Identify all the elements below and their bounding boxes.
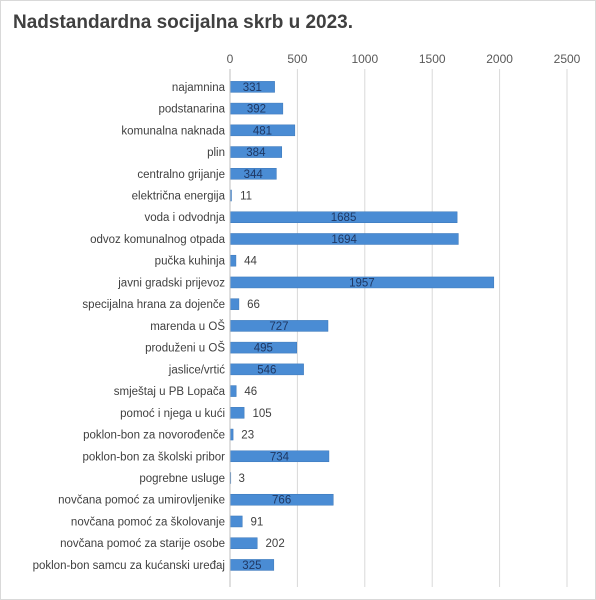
x-tick-label: 1500 [418,52,446,66]
category-label: odvoz komunalnog otpada [90,233,225,246]
data-label: 1685 [330,212,357,225]
data-label: 384 [246,147,266,160]
data-label: 202 [265,538,285,551]
data-label: 766 [272,494,292,507]
x-tick-label: 500 [287,52,308,66]
category-label: produženi u OŠ [145,342,225,355]
category-label: komunalna naknada [121,125,225,138]
bar [230,538,257,549]
data-label: 481 [252,125,273,138]
data-label: 23 [241,429,255,442]
bar [230,407,244,418]
x-tick-label: 0 [226,52,234,66]
bar [230,255,236,266]
category-label: poklon-bon za novorođenče [83,429,225,442]
data-label: 331 [242,81,262,94]
category-label: električna energija [131,190,225,203]
category-label: novčana pomoć za umirovljenike [58,494,225,507]
x-tick-label: 2500 [553,52,581,66]
bar [230,516,242,527]
data-label: 46 [244,386,258,399]
x-tick-label: 1000 [351,52,379,66]
category-label: marenda u OŠ [150,320,225,333]
category-label: poklon-bon samcu za kućanski uređaj [32,559,225,572]
bar [230,299,239,310]
category-label: pogrebne usluge [139,473,225,486]
data-label: 11 [240,190,253,203]
category-label: poklon-bon za školski pribor [82,451,225,464]
data-label: 495 [253,342,273,355]
category-label: voda i odvodnja [144,212,225,225]
x-tick-label: 2000 [486,52,513,66]
data-label: 734 [269,451,290,464]
category-label: novčana pomoć za starije osobe [60,538,225,551]
category-label: specijalna hrana za dojenče [82,299,225,312]
bar [230,386,236,397]
data-label: 1957 [349,277,375,290]
category-label: plin [207,147,225,160]
data-label: 3 [238,473,245,486]
category-label: pomoć i njega u kući [120,407,225,420]
data-label: 392 [246,103,267,116]
data-label: 44 [244,255,257,268]
category-label: javni gradski prijevoz [118,277,225,290]
bar-chart-plot [1,1,595,599]
data-label: 344 [243,168,263,181]
data-label: 91 [250,516,264,529]
chart-title: Nadstandardna socijalna skrb u 2023. [13,12,354,33]
category-label: podstanarina [158,103,225,116]
data-label: 325 [242,559,262,572]
data-label: 546 [257,364,277,377]
category-label: pučka kuhinja [154,255,225,268]
data-label: 727 [269,320,289,333]
category-label: jaslice/vrtić [168,364,225,377]
category-label: smještaj u PB Lopača [113,386,225,399]
data-label: 66 [247,299,260,312]
category-label: centralno grijanje [137,168,225,181]
data-label: 1694 [331,233,357,246]
category-label: najamnina [171,81,225,94]
category-label: novčana pomoć za školovanje [70,516,225,529]
data-label: 105 [252,407,272,420]
